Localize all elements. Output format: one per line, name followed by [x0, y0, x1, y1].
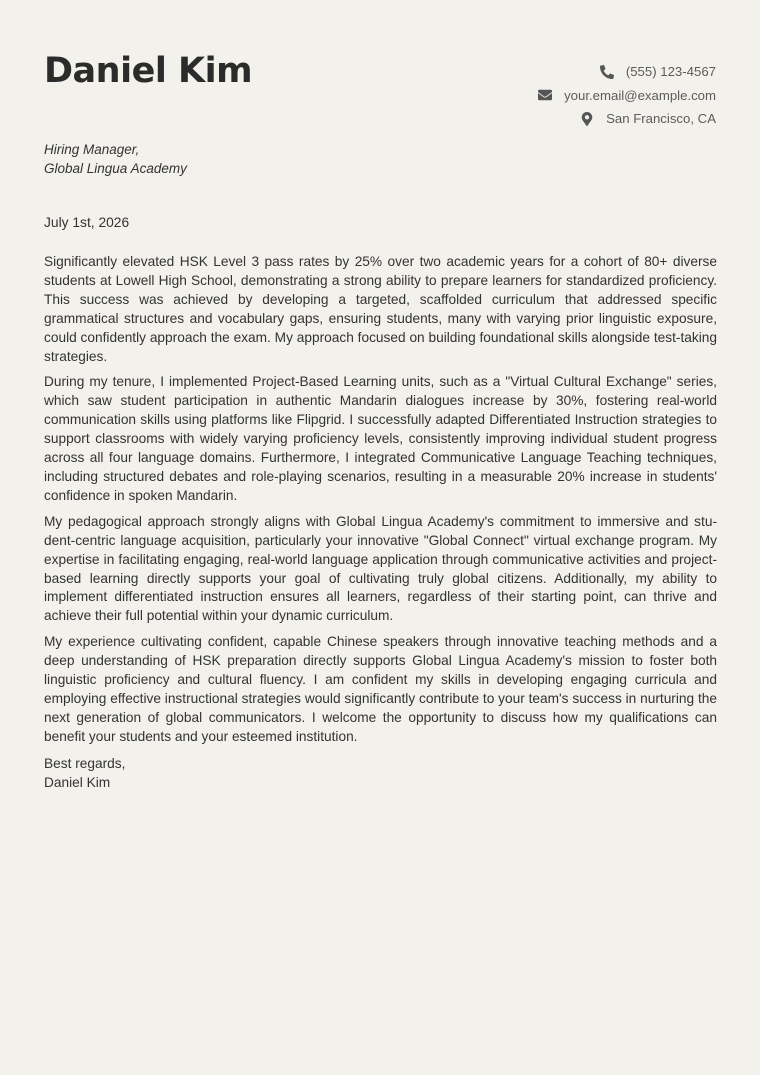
body-paragraph-2: During my tenure, I implemented Project-Based Learning units, such as a "Virtual Cultural Exchange" series, which saw student participation in authentic Mandarin dialogues increase by 30%, fostering real-world communication skills using platforms like Flipgrid. I successfully adapted Differentiated Instruction strategies to support classrooms with widely varying proficiency levels, consistently improving individual student progress across all four language domains. Furthermore, I integrated Communicative Language Teaching techniques, including structured debates and role-playing scenarios, resulting in a measurable 20% increase in students' confidence in spoken Mandarin.	[44, 374, 717, 503]
recipient-title: Hiring Manager,	[44, 142, 140, 157]
phone-icon	[600, 65, 614, 79]
closing-signature: Daniel Kim	[44, 774, 111, 790]
contact-email-text[interactable]: your.email@example.com	[564, 87, 716, 103]
letter-body	[44, 253, 717, 792]
contact-phone-text[interactable]: (555) 123-4567	[625, 64, 716, 80]
contact-block	[538, 60, 716, 131]
envelope-icon	[538, 88, 552, 102]
contact-phone	[538, 60, 716, 84]
letter-date: July 1st, 2026	[44, 215, 130, 230]
body-paragraph-4: My experience cultivating confident, capable Chinese speakers through innovative teaching methods and a deep understanding of HSK preparation directly supports Global Lingua Academy's mission to foster both linguistic proficiency and cultural fluency. I am confident my skills in developing engaging curricula and employing effective instructional strategies would significantly contribute to your team's success in nurturing the next generation of global communicators. I welcome the opportunity to discuss how my qualifications can benefit your students and your esteemed institution.	[44, 634, 717, 744]
closing-salutation: Best regards,	[44, 755, 126, 771]
applicant-name: Daniel Kim	[44, 51, 253, 91]
contact-location	[538, 107, 716, 131]
recipient-block	[44, 140, 187, 178]
contact-location-text: San Francisco, CA	[606, 111, 716, 127]
body-paragraph-1: Significantly elevated HSK Level 3 pass rates by 25% over two academic years for a cohort of 80+ diverse students at Lowell High School, demonstrating a strong ability to prepare learners for standardized proficiency. This success was achieved by developing a targeted, scaffolded curriculum that addressed specific grammatical structures and vocabulary gaps, ensuring students, many with varying prior linguistic exposure, could confidently approach the exam. My approach focused on building foundational skills alongside test-taking strategies.	[44, 254, 717, 364]
closing-block	[44, 754, 717, 792]
map-marker-icon	[580, 112, 594, 126]
recipient-organization: Global Lingua Academy	[44, 161, 187, 176]
contact-email	[538, 84, 716, 108]
body-paragraph-3: My pedagogical approach strongly aligns with Global Lingua Academy's commitment to immersive and student-centric language acquisition, particularly your innovative "Global Connect" virtual exchange program. My expertise in facilitating engaging, real-world language application through communicative activities and project-based learning directly supports your goal of cultivating truly global citizens. Additionally, my ability to implement differentiated instruction ensures all learners, regardless of their starting point, can thrive and achieve their full potential within your dynamic curriculum.	[44, 513, 717, 624]
